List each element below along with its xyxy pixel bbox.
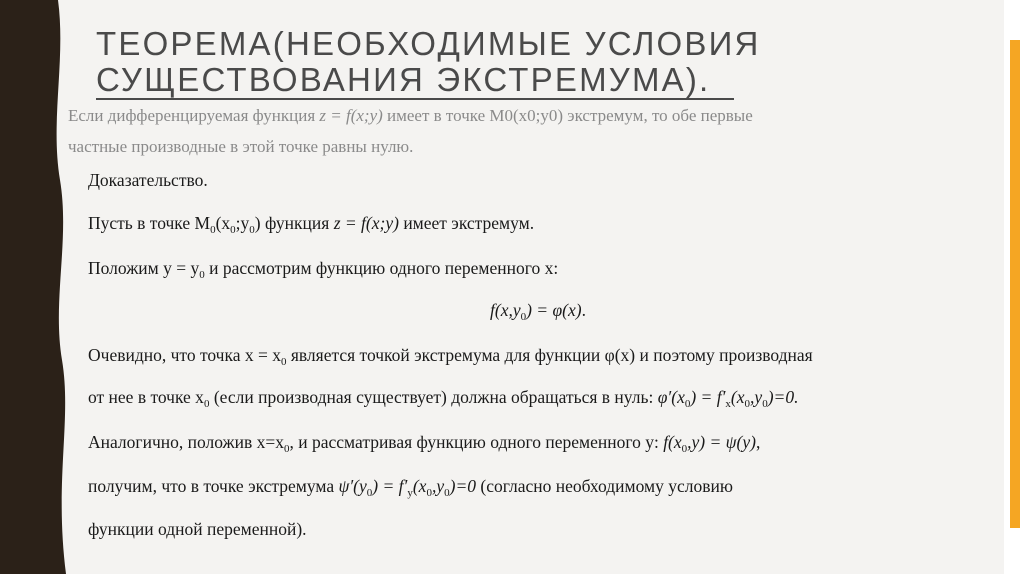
- text: имеет экстремум.: [398, 213, 535, 233]
- subscript: 0: [230, 224, 236, 236]
- slide-title: [96, 26, 976, 98]
- title-line-2: СУЩЕСТВОВАНИЯ ЭКСТРЕМУМА).: [96, 61, 711, 98]
- subscript: 0: [684, 398, 691, 410]
- text: является точкой экстремума для функции φ(x) и поэтому производная: [286, 345, 813, 365]
- subscript: 0: [284, 443, 290, 455]
- text: ;y: [235, 213, 250, 233]
- subscript: y: [407, 487, 413, 499]
- formula: φ′(x: [657, 387, 685, 407]
- line-set-y: [88, 258, 558, 279]
- line-result: [88, 476, 733, 497]
- text: .: [581, 300, 586, 320]
- formula: ψ′(y: [338, 476, 367, 496]
- intro-line-2: частные производные в этой точке равны нулю.: [68, 137, 414, 156]
- text: (x: [215, 213, 231, 233]
- wavy-band-shape: [0, 0, 80, 574]
- line-last: функции одной переменной).: [88, 519, 307, 539]
- subscript: 0: [280, 356, 287, 368]
- formula: )=0.: [767, 387, 799, 407]
- subscript: 0: [520, 311, 527, 323]
- subscript: x: [725, 398, 731, 410]
- right-accent-strip: [1004, 0, 1024, 574]
- text: Очевидно, что точка x = x: [88, 345, 281, 365]
- subscript: 0: [199, 269, 205, 281]
- subscript: 0: [249, 224, 255, 236]
- subscript: 0: [444, 487, 450, 499]
- line-similarly: [88, 432, 760, 453]
- intro-text: Если дифференцируемая функция: [68, 106, 320, 125]
- decorative-side-band: [0, 0, 80, 574]
- centered-formula: [490, 300, 586, 321]
- formula: f(x: [663, 432, 682, 452]
- subscript: 0: [426, 487, 432, 499]
- text: ,: [755, 432, 761, 452]
- text: от нее в точке x: [88, 387, 204, 407]
- text: Пусть в точке M: [88, 213, 211, 233]
- text: Положим y = y: [88, 258, 200, 278]
- subscript: 0: [744, 398, 751, 410]
- formula: ,y: [431, 476, 445, 496]
- accent-bar: [1010, 40, 1020, 528]
- text: (согласно необходимому условию: [476, 476, 733, 496]
- text: (если производная существует) должна обращаться в нуль:: [209, 387, 658, 407]
- subscript: 0: [203, 398, 210, 410]
- text: получим, что в точке экстремума: [88, 476, 339, 496]
- line-obvious: [88, 345, 813, 366]
- formula: ,y: [750, 387, 763, 407]
- text: Аналогично, положив x=x: [88, 432, 285, 452]
- intro-text-2: имеет в точке M0(x0;y0) экстремум, то обе первые: [382, 106, 753, 125]
- subscript: 0: [681, 443, 688, 455]
- formula: ,y) = ψ(y): [687, 432, 756, 452]
- formula: ) = f′: [690, 387, 726, 407]
- line-suppose: [88, 213, 534, 234]
- text: , и рассматривая функцию одного переменного y:: [289, 432, 664, 452]
- intro-formula: z = f(x;y): [319, 106, 383, 125]
- formula: (x: [730, 387, 745, 407]
- formula: (x: [412, 476, 427, 496]
- text: ) функция: [254, 213, 334, 233]
- text: и рассмотрим функцию одного переменного x:: [204, 258, 559, 278]
- formula: )=0: [449, 476, 477, 496]
- subscript: 0: [762, 398, 768, 410]
- formula: ) = f′: [372, 476, 408, 496]
- formula: z = f(x;y): [333, 213, 399, 233]
- subscript: 0: [366, 487, 373, 499]
- formula: f(x,y: [490, 300, 521, 320]
- proof-heading: Доказательство.: [88, 170, 208, 190]
- line-derivative-zero: [88, 387, 798, 408]
- subscript: 0: [210, 224, 216, 236]
- formula: ) = φ(x): [526, 300, 582, 320]
- title-line-1: ТЕОРЕМА(НЕОБХОДИМЫЕ УСЛОВИЯ: [96, 25, 761, 62]
- theorem-statement: [68, 100, 968, 162]
